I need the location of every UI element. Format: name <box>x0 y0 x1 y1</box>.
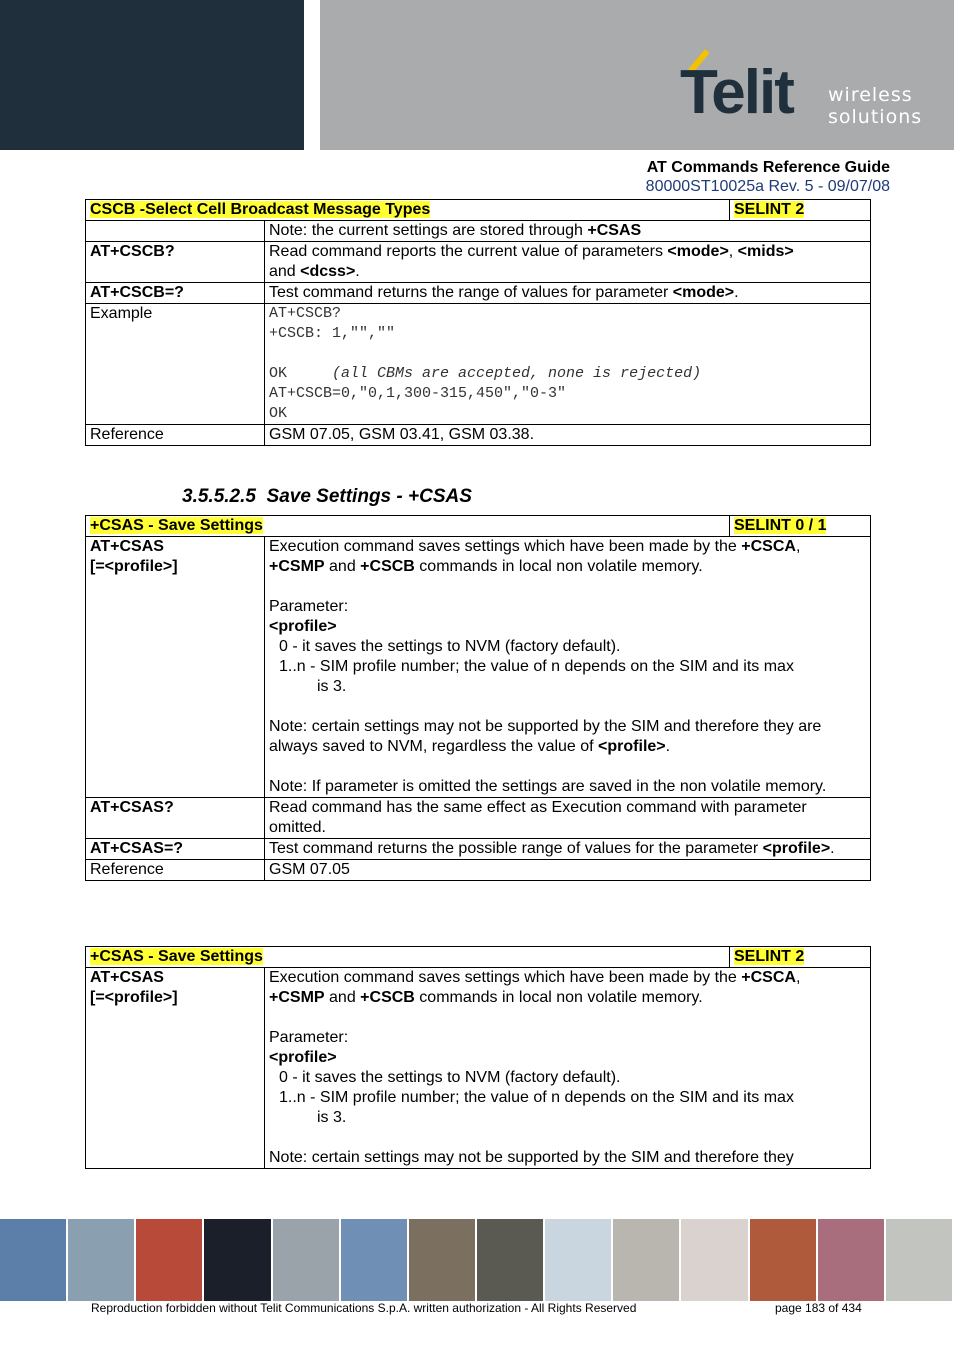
table-title: +CSAS - Save Settings <box>90 948 263 965</box>
photo-tile <box>68 1219 136 1301</box>
selint-badge: SELINT 0 / 1 <box>734 517 827 534</box>
header-dark-panel <box>0 0 304 150</box>
description-cell: Test command returns the possible range of values for the parameter <profile>. <box>265 839 871 860</box>
command-cell: AT+CSAS [=<profile>] <box>86 537 265 798</box>
table-row <box>86 283 871 304</box>
description-cell: Test command returns the range of values for parameter <mode>. <box>265 283 871 304</box>
table-row <box>86 537 871 798</box>
photo-tile <box>750 1219 818 1301</box>
description-cell: Execution command saves settings which have been made by the +CSCA, +CSMP and +CSCB commands in local non volatile memory. Parameter: <profile> 0 - it saves the settings to NVM (factory default). 1..n - SIM profile number; the value of n depends on the SIM and its max is 3. Note: certain settings may not be supported by the SIM and therefore they <box>265 968 871 1169</box>
photo-tile <box>0 1219 68 1301</box>
footer-copyright: Reproduction forbidden without Telit Communications S.p.A. written authorization - All Rights Reserved <box>91 1301 637 1315</box>
guide-title: AT Commands Reference Guide <box>646 159 890 176</box>
table-row: Reference GSM 07.05 <box>86 860 871 881</box>
command-cell: AT+CSAS [=<profile>] <box>86 968 265 1169</box>
selint-badge: SELINT 2 <box>734 201 805 218</box>
photo-tile <box>886 1219 954 1301</box>
command-cell: AT+CSAS? <box>86 798 265 839</box>
description-cell: Execution command saves settings which have been made by the +CSCA, +CSMP and +CSCB commands in local non volatile memory. Parameter: <profile> 0 - it saves the settings to NVM (factory default). 1..n - SIM profile number; the value of n depends on the SIM and its max is 3. Note: certain settings may not be supported by the SIM and therefore they are always saved to NVM, regardless the value of <profile>. Note: If parameter is omitted the settings are saved in the non volatile memory. <box>265 537 871 798</box>
description-cell: Read command has the same effect as Execution command with parameter omitted. <box>265 798 871 839</box>
cscb-table <box>85 199 871 446</box>
guide-revision: 80000ST10025a Rev. 5 - 09/07/08 <box>645 178 890 195</box>
photo-tile <box>545 1219 613 1301</box>
photo-tile <box>204 1219 272 1301</box>
table-row <box>86 968 871 1169</box>
table-row: Reference GSM 07.05, GSM 03.41, GSM 03.38. <box>86 425 871 446</box>
table-header-row <box>86 516 871 537</box>
photo-tile <box>613 1219 681 1301</box>
table-header-row <box>86 200 871 221</box>
command-cell: AT+CSCB? <box>86 242 265 283</box>
table-header-row <box>86 947 871 968</box>
table-row <box>86 798 871 839</box>
example-code: AT+CSCB? +CSCB: 1,"","" OK (all CBMs are accepted, none is rejected) AT+CSCB=0,"0,1,300-315,450","0-3" OK <box>265 304 871 425</box>
table-row <box>86 304 871 425</box>
logo-wordmark: Telit <box>680 58 793 127</box>
table-row: Note: the current settings are stored through +CSAS <box>86 221 871 242</box>
footer-photo-strip <box>0 1219 954 1301</box>
example-label: Example <box>86 304 265 425</box>
command-cell: AT+CSAS=? <box>86 839 265 860</box>
table-row <box>86 242 871 283</box>
csas-table-selint01 <box>85 515 871 881</box>
photo-tile <box>136 1219 204 1301</box>
telit-logo <box>676 44 936 134</box>
table-title: CSCB -Select Cell Broadcast Message Types <box>90 201 431 218</box>
section-heading: 3.5.5.2.5 Save Settings - +CSAS <box>182 486 472 507</box>
photo-tile <box>818 1219 886 1301</box>
footer-page-number: page 183 of 434 <box>775 1301 862 1315</box>
logo-tagline: wireless solutions <box>828 84 923 128</box>
table-title: +CSAS - Save Settings <box>90 517 263 534</box>
table-row <box>86 839 871 860</box>
photo-tile <box>341 1219 409 1301</box>
photo-tile <box>409 1219 477 1301</box>
photo-tile <box>273 1219 341 1301</box>
photo-tile <box>477 1219 545 1301</box>
selint-badge: SELINT 2 <box>734 948 805 965</box>
description-cell: Read command reports the current value of parameters <mode>, <mids> and <dcss>. <box>265 242 871 283</box>
command-cell: AT+CSCB=? <box>86 283 265 304</box>
csas-table-selint2 <box>85 946 871 1169</box>
photo-tile <box>681 1219 749 1301</box>
